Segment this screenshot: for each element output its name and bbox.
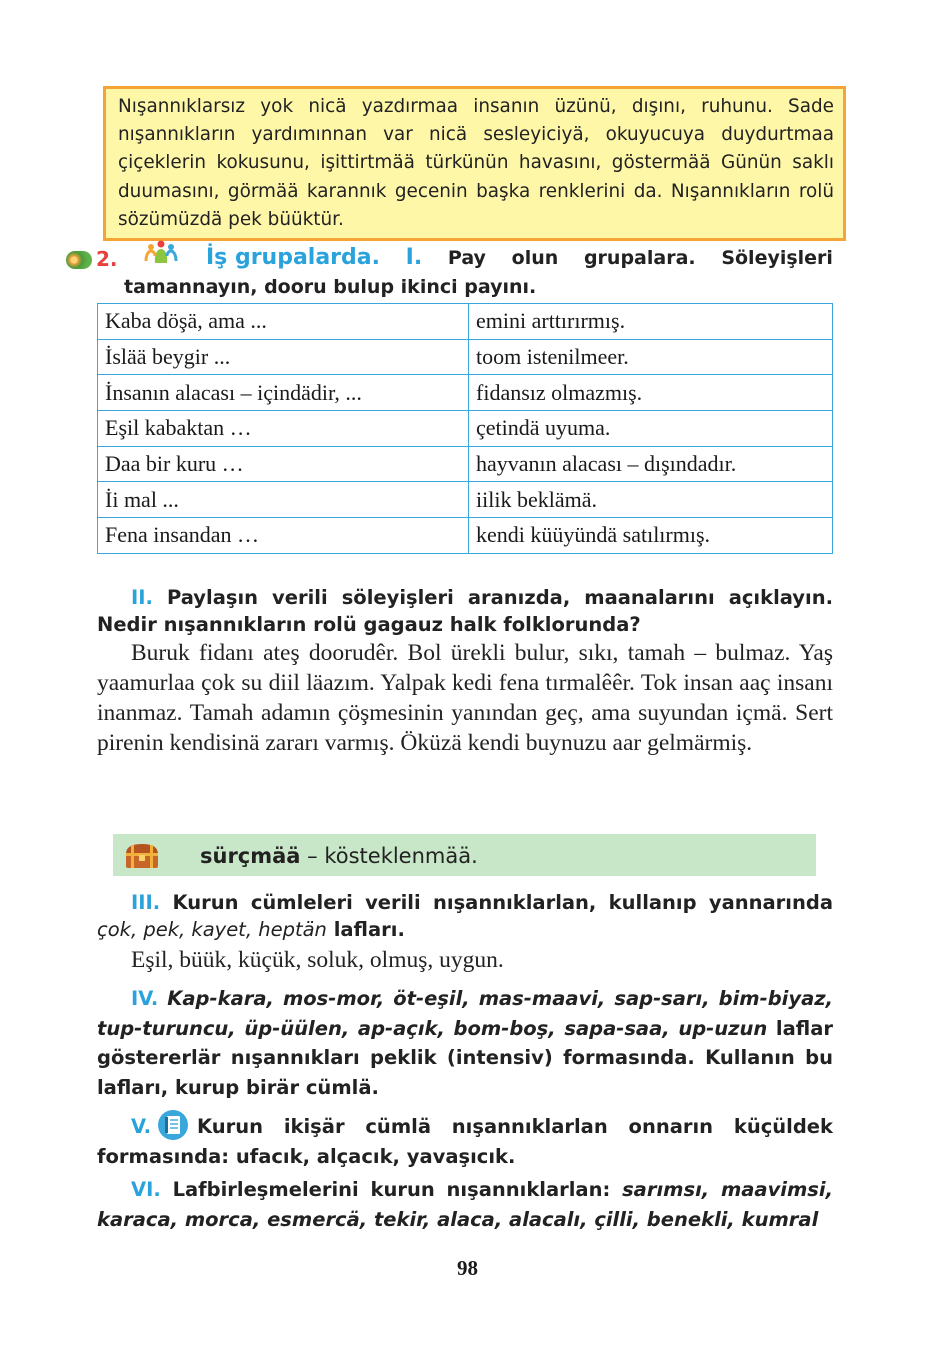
- page-number: 98: [457, 1256, 478, 1280]
- vocabulary-word: sürçmää: [200, 844, 301, 868]
- section-2-instruction: [97, 584, 833, 638]
- intro-text: Nışannıklarsız yok nicä yazdırmaa insanın üzünü, dışını, ruhunu. Sade nışannıkların yardımınnan var nicä sesleyiciyä, okuyucuya duydurtmaa çiçeklerin kokusunu, işittirtmää türkünün havasını, göstermää Günün saklı duumasını, görmää karannık gecenin başka renklerini da. Nışannıkların rolü sözümüzdä pek büüktür.: [118, 96, 834, 230]
- exercise-bullet-icon: [66, 251, 92, 269]
- section-6-instruction: [97, 1175, 833, 1235]
- proverbs-table: [97, 303, 833, 554]
- table-row: [98, 518, 833, 554]
- section-number: V.: [131, 1115, 151, 1138]
- proverbs-paragraph: Buruk fidanı ateş doorudêr. Bol ürekli bulur, sıkı, tamah – bulmaz. Yaş yaamurlaa çok su diil läazım. Yalpak kedi fena tırmalêêr. Tok insan aaç insanı inanmaz. Tamah adamın çöşmesinin yanından geç, ama suyundan içmä. Sert pirenin kendisinä zararı varmış. Öküzä kendi buynuzu aar gelmärmiş.: [97, 640, 833, 756]
- instruction-word: Söleyişleri: [721, 247, 833, 269]
- table-cell-first-half: Fena insandan …: [98, 518, 469, 554]
- adjective-list: Eşil, büük, küçük, soluk, olmuş, uygun.: [131, 947, 504, 973]
- exercise-2-heading: [66, 245, 833, 305]
- instruction-word: olun: [511, 247, 559, 269]
- table-cell-second-half: hayvanın alacası – dışındadır.: [469, 446, 833, 482]
- section-4-instruction: [97, 984, 833, 1102]
- section-2: [97, 584, 833, 758]
- vocabulary-definition: – kösteklenmää.: [300, 844, 478, 868]
- group-work-icon: [144, 239, 178, 267]
- section-number: II.: [131, 586, 153, 609]
- table-row: [98, 446, 833, 482]
- table-cell-second-half: çetindä uyuma.: [469, 411, 833, 447]
- section-4: [97, 984, 833, 1102]
- notebook-icon: [157, 1108, 189, 1142]
- treasure-chest-icon: [123, 842, 161, 870]
- table-cell-first-half: İslää beygir ...: [98, 339, 469, 375]
- table-row: [98, 375, 833, 411]
- exercise-number: 2.: [96, 247, 118, 271]
- table-cell-second-half: emini arttırırmış.: [469, 304, 833, 340]
- section-3: [97, 889, 833, 975]
- table-cell-first-half: Daa bir kuru …: [98, 446, 469, 482]
- vocabulary-box: [113, 834, 816, 876]
- table-cell-second-half: toom istenilmeer.: [469, 339, 833, 375]
- table-row: [98, 482, 833, 518]
- instruction-italic: çok, pek, kayet, heptän: [97, 918, 327, 941]
- section-number: IV.: [131, 987, 159, 1010]
- intro-box: [103, 86, 846, 241]
- table-cell-first-half: Kaba döşä, ama ...: [98, 304, 469, 340]
- instruction-text: Paylaşın verili söleyişleri aranızda, maanalarını açıklayın. Nedir nışannıkların rolü gagauz halk folklorunda?: [97, 586, 833, 636]
- instruction-text: Kurun ikişär cümlä nışannıklarlan onnarın küçüldek formasında: ufacık, alçacık, yavaşıcık.: [97, 1115, 833, 1168]
- part-number: I.: [405, 245, 423, 270]
- table-cell-second-half: iilik beklämä.: [469, 482, 833, 518]
- instruction-text: lafları.: [326, 918, 405, 941]
- exercise-title: İş grupalarda.: [206, 245, 380, 270]
- vocabulary-entry: [200, 844, 478, 868]
- section-5: [97, 1108, 833, 1172]
- section-number: VI.: [131, 1178, 161, 1201]
- section-number: III.: [131, 891, 161, 914]
- table-row: [98, 304, 833, 340]
- instruction-word: Pay: [447, 247, 486, 269]
- section-5-instruction: [97, 1108, 833, 1172]
- instruction-italic: sarımsı, maavimsi, karaca, morca, esmercä, tekir, alaca, alacalı, çilli, benekli, kumral: [97, 1178, 834, 1231]
- table-cell-first-half: İnsanın alacası – içindädir, ...: [98, 375, 469, 411]
- table-cell-second-half: kendi küüyündä satılırmış.: [469, 518, 833, 554]
- exercise-2-line-1: [206, 245, 833, 270]
- instruction-italic: Kap-kara, mos-mor, öt-eşil, mas-maavi, sap-sarı, bim-biyaz, tup-turuncu, üp-üülen, ap-açık, bom-boş, sapa-saa, up-uzun: [97, 987, 833, 1040]
- instruction-text: Kurun cümleleri verili nışannıklarlan, kullanıp yannarında: [172, 891, 833, 914]
- exercise-2-line-2: tamannayın, dooru bulup ikinci payını.: [124, 276, 537, 298]
- section-3-instruction: [97, 889, 833, 943]
- instruction-text: Lafbirleşmelerini kurun nışannıklarlan:: [172, 1178, 623, 1201]
- section-6: [97, 1175, 833, 1235]
- table-cell-first-half: İi mal ...: [98, 482, 469, 518]
- table-row: [98, 339, 833, 375]
- instruction-text: laflar göstererlär nışannıkları peklik (intensiv) formasında. Kullanın bu lafları, kurup birär cümlä.: [97, 1016, 833, 1099]
- table-row: [98, 411, 833, 447]
- table-cell-second-half: fidansız olmazmış.: [469, 375, 833, 411]
- instruction-word: grupalara.: [583, 247, 696, 269]
- table-cell-first-half: Eşil kabaktan …: [98, 411, 469, 447]
